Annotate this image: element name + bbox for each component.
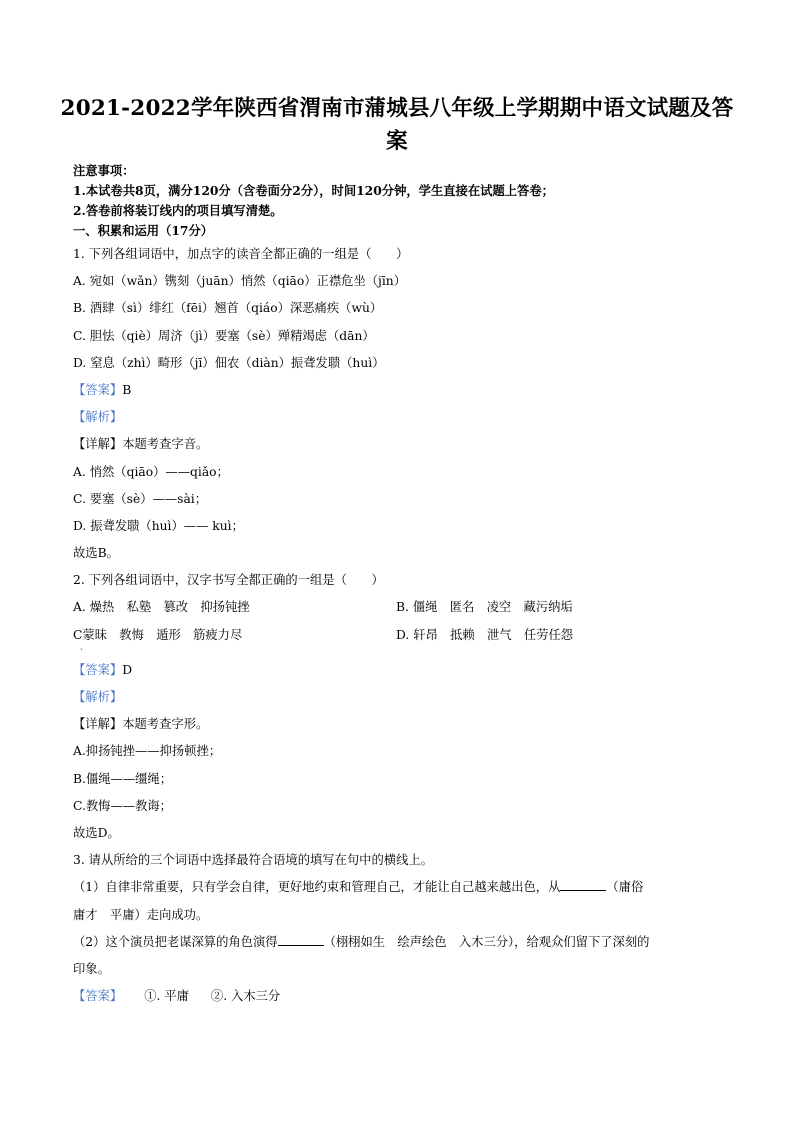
section-heading: 一、积累和运用（17分） — [73, 223, 214, 238]
q1-option-d: D. 窒息（zhì）畸形（jī）佃农（diàn）振聋发聩（huì） — [73, 355, 385, 370]
notes-item-1: 1.本试卷共8页，满分120分（含卷面分2分），时间120分钟，学生直接在试题上答卷； — [73, 183, 554, 198]
q3-s1-options: （庸俗 — [606, 880, 644, 895]
q3-s2-options: （栩栩如生 绘声绘色 入木三分），给观众们留下了深刻的 — [323, 934, 650, 949]
q2-stem: 2. 下列各组词语中，汉字书写全都正确的一组是（ ） — [73, 573, 384, 588]
q2-options-row-1 — [73, 594, 733, 621]
q2-fix-c: C.教悔——教诲； — [73, 798, 172, 813]
q1-option-a: A. 宛如（wǎn）镌刻（juān）悄然（qiāo）正襟危坐（jīn） — [73, 274, 407, 289]
q2-options-row-2 — [73, 622, 733, 649]
q2-option-d: D. 轩昂 抵赖 泄气 任劳任怨 — [396, 627, 574, 642]
q1-fix-c: C. 要塞（sè）——sài； — [73, 491, 208, 506]
detail-tag: 【详解】 — [73, 437, 123, 452]
q2-option-b: B. 僵绳 匿名 凌空 藏污纳垢 — [396, 600, 573, 615]
answer-tag: 【答案】 — [73, 989, 123, 1004]
q3-s2-continuation: 印象。 — [73, 961, 110, 976]
answer-tag: 【答案】 — [73, 662, 123, 677]
fill-blank — [278, 933, 324, 946]
notes-heading: 注意事项： — [73, 163, 135, 178]
q2-option-c: C蒙昧 教悔 遁形 筋疲力尽 — [73, 627, 243, 642]
q2-analysis-tag: 【解析】 — [73, 690, 123, 704]
q2-answer-value: D — [122, 662, 133, 677]
q3-s1-text: （1）自律非常重要，只有学会自律，更好地约束和管理自己，才能让自己越来越出色，从 — [73, 880, 561, 895]
q1-conclusion: 故选B。 — [73, 546, 119, 561]
q1-option-b: B. 酒肆（sì）绯红（fēi）翘首（qiáo）深恶痛疾（wù） — [73, 301, 383, 316]
stray-mark: ˊ — [79, 647, 83, 657]
q1-fix-d: D. 振聋发聩（huì）—— kuì； — [73, 518, 244, 533]
q1-fix-a: A. 悄然（qiāo）——qiǎo； — [73, 464, 229, 479]
q3-stem: 3. 请从所给的三个词语中选择最符合语境的填写在句中的横线上。 — [73, 853, 433, 868]
page-title: 2021-2022学年陕西省渭南市蒲城县八年级上学期期中语文试题及答案 — [60, 96, 734, 154]
q1-answer — [73, 377, 733, 404]
q1-option-c: C. 胆怯（qiè）周济（jì）要塞（sè）殚精竭虑（dān） — [73, 328, 375, 343]
q2-answer — [73, 657, 733, 684]
notes-item-2: 2.答卷前将装订线内的项目填写清楚。 — [73, 203, 283, 218]
q2-conclusion: 故选D。 — [73, 825, 120, 840]
q2-detail — [73, 711, 733, 738]
q2-detail-text: 本题考查字形。 — [122, 717, 209, 732]
answer-tag: 【答案】 — [73, 382, 123, 397]
q3-sentence-1 — [73, 874, 733, 901]
q2-fix-b: B.僵绳——缰绳； — [73, 771, 173, 786]
q3-answer — [73, 983, 733, 1010]
q1-detail-text: 本题考查字音。 — [122, 437, 209, 452]
q3-sentence-2 — [73, 929, 733, 956]
q3-s2-text: （2）这个演员把老谋深算的角色演得 — [73, 934, 278, 949]
q1-detail — [73, 431, 733, 458]
q1-stem: 1. 下列各组词语中，加点字的读音全都正确的一组是（ ） — [73, 247, 409, 261]
q3-s1-continuation: 庸才 平庸）走向成功。 — [73, 907, 209, 922]
q1-analysis-tag: 【解析】 — [73, 410, 123, 425]
q2-option-a: A. 燥热 私塾 篡改 抑扬钝挫 — [73, 600, 250, 615]
fill-blank — [560, 878, 606, 891]
q3-answer-2: ②. 入木三分 — [210, 989, 281, 1004]
document-body — [73, 161, 733, 1010]
q1-answer-value: B — [122, 382, 132, 397]
detail-tag: 【详解】 — [73, 717, 123, 732]
q2-fix-a: A.抑扬钝挫——抑扬顿挫； — [73, 744, 222, 759]
q3-answer-1: ①. 平庸 — [144, 989, 189, 1004]
